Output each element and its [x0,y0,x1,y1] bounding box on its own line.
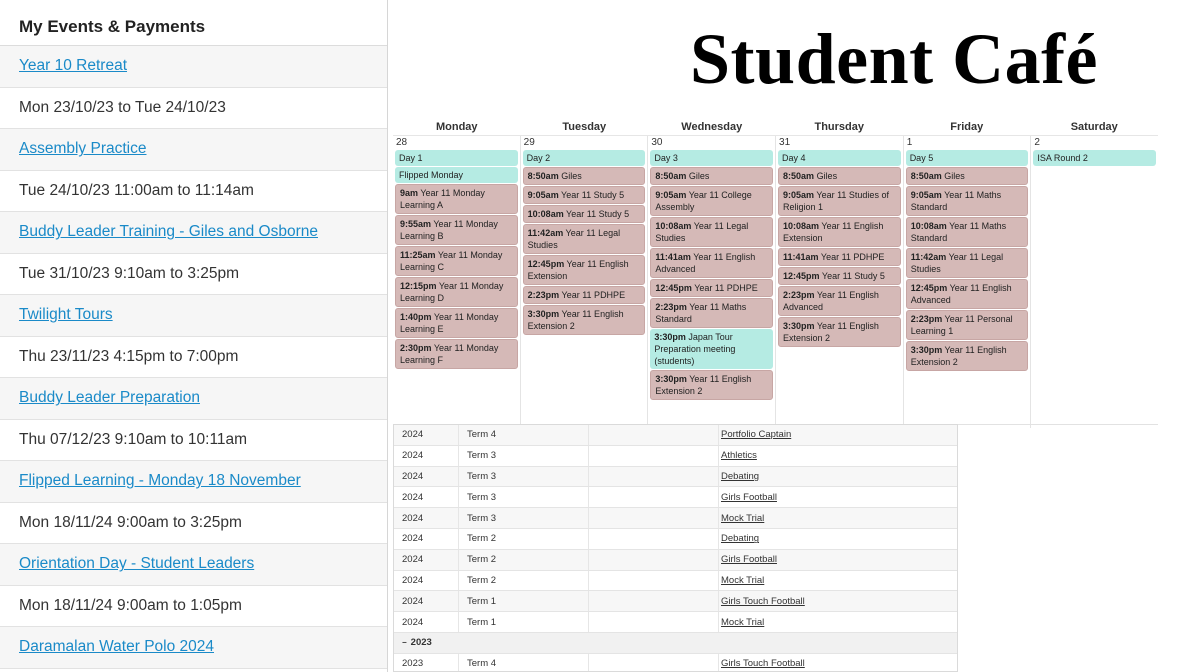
event-date: Mon 18/11/24 9:00am to 1:05pm [19,596,242,614]
activity-year: 2024 [394,487,459,507]
calendar-event[interactable] [523,205,646,223]
event-time: 3:30pm [654,332,686,342]
event-title: Year 11 Monday Learning A [400,188,485,210]
activity-empty-cell [589,550,719,570]
activity-year: 2024 [394,446,459,466]
event-time: 3:30pm [783,321,815,331]
event-title: ISA Round 2 [1037,153,1088,163]
event-date-row [0,420,387,462]
calendar-day-column [904,136,1032,428]
event-title: Day 2 [526,153,551,163]
weekday-header: Monday [393,118,521,136]
event-title: Year 11 Monday Learning F [400,343,499,365]
calendar-event[interactable] [650,186,773,216]
calendar-event[interactable] [1033,150,1156,166]
activity-row [394,612,957,633]
event-title: Year 11 PDHPE [820,252,885,262]
event-link[interactable]: Buddy Leader Training - Giles and Osborne [19,223,318,241]
activity-link[interactable]: Mock Trial [721,574,765,586]
calendar-event[interactable] [778,317,901,347]
calendar-event[interactable] [395,277,518,307]
event-title: Year 11 English Extension 2 [655,374,752,396]
calendar-event[interactable] [778,167,901,185]
event-title: Year 11 Monday Learning D [400,281,504,303]
weekday-header: Friday [903,118,1031,136]
calendar-event[interactable] [906,279,1029,309]
event-link-row[interactable] [0,627,387,669]
event-date-row [0,586,387,628]
event-title: Year 11 Legal Studies [910,252,1004,274]
activity-year: 2024 [394,550,459,570]
activity-term: Term 2 [459,550,589,570]
event-title: Day 1 [399,153,423,163]
activity-year: 2024 [394,571,459,591]
calendar-day-column [776,136,904,428]
event-date-row [0,503,387,545]
activity-year: 2024 [394,529,459,549]
event-time: 2:23pm [655,302,687,312]
calendar-event[interactable] [650,279,773,297]
events-list [0,46,387,669]
event-title: Giles [816,171,838,181]
event-title: Year 11 PDHPE [561,290,626,300]
activity-link[interactable]: Girls Football [721,554,777,566]
calendar-event[interactable] [778,248,901,266]
activity-empty-cell [589,446,719,466]
event-title: Year 11 Maths Standard [910,221,1007,243]
collapse-caret-icon[interactable]: − [402,638,407,648]
year-group-row[interactable] [394,633,957,654]
events-panel-title: My Events & Payments [0,0,387,46]
calendar-event[interactable] [523,150,646,166]
calendar-event[interactable] [650,167,773,185]
activity-term: Term 1 [459,612,589,632]
event-title: Year 11 Personal Learning 1 [910,314,1013,336]
calendar-event[interactable] [395,184,518,214]
event-time: 3:30pm [910,345,943,355]
event-title: Day 5 [909,153,934,163]
event-time: 8:50am [783,171,815,181]
activity-link[interactable]: Girls Football [721,491,777,503]
event-title: Year 11 English Advanced [910,283,1012,305]
day-number: 29 [523,137,535,148]
event-date-row [0,254,387,296]
activity-empty-cell [589,508,719,528]
calendar-event[interactable] [523,305,646,335]
activity-cell [719,591,957,611]
activity-term: Term 2 [459,529,589,549]
calendar-event[interactable] [650,150,773,166]
event-time: 8:50am [910,171,942,181]
activity-row [394,571,957,592]
event-title: Flipped Monday [399,170,464,180]
event-title: Year 11 English Advanced [655,252,756,274]
calendar-event[interactable] [523,255,646,285]
calendar-event[interactable] [395,308,518,338]
event-title: Year 11 Monday Learning B [400,219,498,241]
event-link[interactable]: Flipped Learning - Monday 18 November [19,472,301,490]
event-time: 8:50am [655,171,687,181]
event-link[interactable]: Buddy Leader Preparation [19,389,200,407]
event-time: 11:41am [783,252,819,262]
calendar-header [393,118,1158,136]
activity-cell [719,487,957,507]
event-time: 12:45pm [655,283,692,293]
event-link-row[interactable] [0,378,387,420]
activity-year: 2024 [394,467,459,487]
event-time: 11:42am [910,252,947,262]
activity-cell [719,612,957,632]
event-link[interactable]: Year 10 Retreat [19,57,128,75]
event-date-row [0,88,387,130]
event-title: Giles [944,171,965,181]
day-number: 30 [651,137,663,148]
event-time: 2:30pm [400,343,432,353]
event-time: 1:40pm [400,312,432,322]
event-time: 9:05am [527,190,559,200]
event-time: 9:05am [783,190,815,200]
event-link[interactable]: Orientation Day - Student Leaders [19,555,255,573]
event-title: Year 11 English Extension [527,259,629,281]
calendar-event[interactable] [906,186,1029,216]
event-title: Year 11 Study 5 [566,209,630,219]
calendar-event[interactable] [906,310,1029,340]
event-time: 11:42am [527,228,564,238]
event-time: 12:45pm [783,271,820,281]
activity-term: Term 3 [459,508,589,528]
activity-link[interactable]: Debating [721,533,760,545]
event-link-row[interactable] [0,212,387,254]
activity-year: 2024 [394,425,459,445]
calendar-event[interactable] [523,286,646,304]
event-date: Tue 24/10/23 11:00am to 11:14am [19,181,254,199]
activity-cell [719,571,957,591]
event-time: 8:50am [527,171,559,181]
event-time: 12:45pm [527,259,565,269]
activity-term: Term 1 [459,591,589,611]
calendar-day-column [648,136,776,428]
event-title: Giles [688,171,710,181]
event-time: 3:30pm [527,309,560,319]
event-link[interactable]: Twilight Tours [19,306,113,324]
activity-empty-cell [589,591,719,611]
day-number: 1 [906,137,913,148]
activity-row [394,508,957,529]
event-link-row[interactable] [0,544,387,586]
calendar-event[interactable] [395,150,518,166]
calendar-event[interactable] [523,224,646,254]
event-date: Mon 18/11/24 9:00am to 3:25pm [19,513,242,531]
event-title: Year 11 Study 5 [821,271,885,281]
event-title: Year 11 Monday Learning C [400,250,503,272]
event-title: Year 11 Maths Standard [910,190,1002,212]
event-title: Year 11 Monday Learning E [400,312,499,334]
calendar-event[interactable] [650,248,773,278]
activity-term: Term 2 [459,571,589,591]
event-title: Year 11 Studies of Religion 1 [783,190,889,212]
event-link[interactable]: Assembly Practice [19,140,147,158]
activity-year: 2024 [394,591,459,611]
event-title: Year 11 Legal Studies [655,221,749,243]
event-time: 10:08am [910,221,947,231]
event-link-row[interactable] [0,295,387,337]
event-title: Year 11 English Extension 2 [783,321,879,343]
activity-cell [719,550,957,570]
event-time: 11:41am [655,252,691,262]
activity-empty-cell [589,612,719,632]
event-link[interactable]: Daramalan Water Polo 2024 [19,638,214,656]
event-title: Giles [561,171,582,181]
event-title: Year 11 Legal Studies [527,228,621,250]
activity-empty-cell [589,425,719,445]
event-title: Year 11 English Extension [783,221,884,243]
activity-row [394,591,957,612]
event-link-row[interactable] [0,129,387,171]
activity-year: 2024 [394,612,459,632]
calendar-event[interactable] [395,246,518,276]
calendar-event[interactable] [778,217,901,247]
activity-term: Term 4 [459,654,589,672]
activity-empty-cell [589,654,719,672]
activity-link[interactable]: Mock Trial [721,616,765,628]
events-panel [0,0,388,672]
activity-cell [719,529,957,549]
event-time: 9:05am [655,190,687,200]
calendar-event[interactable] [906,150,1029,166]
calendar-day-column [521,136,649,428]
event-time: 9am [400,188,419,198]
event-date-row [0,337,387,379]
activity-term: Term 3 [459,446,589,466]
activity-link[interactable]: Mock Trial [721,512,765,524]
activity-empty-cell [589,571,719,591]
activity-empty-cell [589,467,719,487]
calendar-event[interactable] [778,286,901,316]
calendar-event[interactable] [650,370,773,400]
calendar-event[interactable] [906,248,1029,278]
calendar-event[interactable] [650,217,773,247]
weekday-header: Tuesday [521,118,649,136]
activity-row [394,550,957,571]
calendar-event[interactable] [906,341,1029,371]
week-calendar [393,118,1158,428]
activity-link[interactable]: Athletics [721,450,757,462]
event-date: Thu 23/11/23 4:15pm to 7:00pm [19,347,239,365]
event-title: Year 11 Maths Standard [655,302,747,324]
event-title: Year 11 English Extension 2 [527,309,624,331]
event-time: 9:55am [400,219,432,229]
event-title: Day 3 [654,153,678,163]
event-time: 10:08am [655,221,692,231]
activity-link[interactable]: Girls Touch Football [721,595,805,607]
calendar-event[interactable] [778,267,901,285]
calendar-event[interactable] [650,329,773,369]
calendar-event[interactable] [778,150,901,166]
event-time: 2:23pm [527,290,560,300]
event-link-row[interactable] [0,46,387,88]
calendar-body [393,136,1158,428]
calendar-event[interactable] [523,186,646,204]
activity-row [394,654,957,672]
day-number: 28 [396,137,408,148]
activity-cell [719,446,957,466]
event-time: 12:45pm [910,283,948,293]
calendar-event[interactable] [395,167,518,183]
event-date: Thu 07/12/23 9:10am to 10:11am [19,430,248,448]
event-link-row[interactable] [0,461,387,503]
event-title: Year 11 PDHPE [694,283,758,293]
activity-cell [719,654,957,672]
event-time: 11:25am [400,250,436,260]
page-title: Student Café [690,19,1099,99]
activity-empty-cell [589,529,719,549]
weekday-header: Saturday [1031,118,1159,136]
event-time: 2:23pm [783,290,815,300]
activity-table [393,424,958,672]
activity-empty-cell [589,487,719,507]
event-time: 2:23pm [910,314,943,324]
activity-row [394,467,957,488]
activity-term: Term 4 [459,425,589,445]
activity-cell [719,425,957,445]
event-time: 9:05am [910,190,942,200]
activity-cell [719,467,957,487]
calendar-event[interactable] [523,167,646,185]
weekday-header: Wednesday [648,118,776,136]
activity-year: 2023 [394,654,459,672]
event-title: Day 4 [782,153,806,163]
activity-term: Term 3 [459,467,589,487]
activity-row [394,487,957,508]
calendar-event[interactable] [778,186,901,216]
activity-year: 2024 [394,508,459,528]
event-date: Tue 31/10/23 9:10am to 3:25pm [19,264,240,282]
event-time: 10:08am [783,221,820,231]
activity-link[interactable]: Girls Touch Football [721,658,805,670]
calendar-event[interactable] [650,298,773,328]
calendar-event[interactable] [395,215,518,245]
activity-cell [719,508,957,528]
calendar-day-column [1031,136,1158,428]
event-time: 3:30pm [655,374,687,384]
day-number: 31 [779,137,791,148]
year-group-label: 2023 [410,637,432,649]
activity-term: Term 3 [459,487,589,507]
event-time: 12:15pm [400,281,437,291]
activity-link[interactable]: Debating [721,470,760,482]
calendar-event[interactable] [906,167,1029,185]
event-title: Year 11 English Advanced [783,290,879,312]
event-time: 10:08am [527,209,564,219]
event-date-row [0,171,387,213]
event-title: Year 11 Study 5 [561,190,625,200]
event-date: Mon 23/10/23 to Tue 24/10/23 [19,98,226,116]
calendar-day-column [393,136,521,428]
calendar-event[interactable] [395,339,518,369]
calendar-event[interactable] [906,217,1029,247]
event-title: Year 11 English Extension 2 [910,345,1007,367]
activity-link[interactable]: Portfolio Captain [721,429,792,441]
activity-row [394,425,957,446]
activity-row [394,446,957,467]
event-title: Japan Tour Preparation meeting (students) [654,332,736,366]
weekday-header: Thursday [776,118,904,136]
event-title: Year 11 College Assembly [655,190,752,212]
activity-row [394,529,957,550]
day-number: 2 [1034,137,1040,148]
